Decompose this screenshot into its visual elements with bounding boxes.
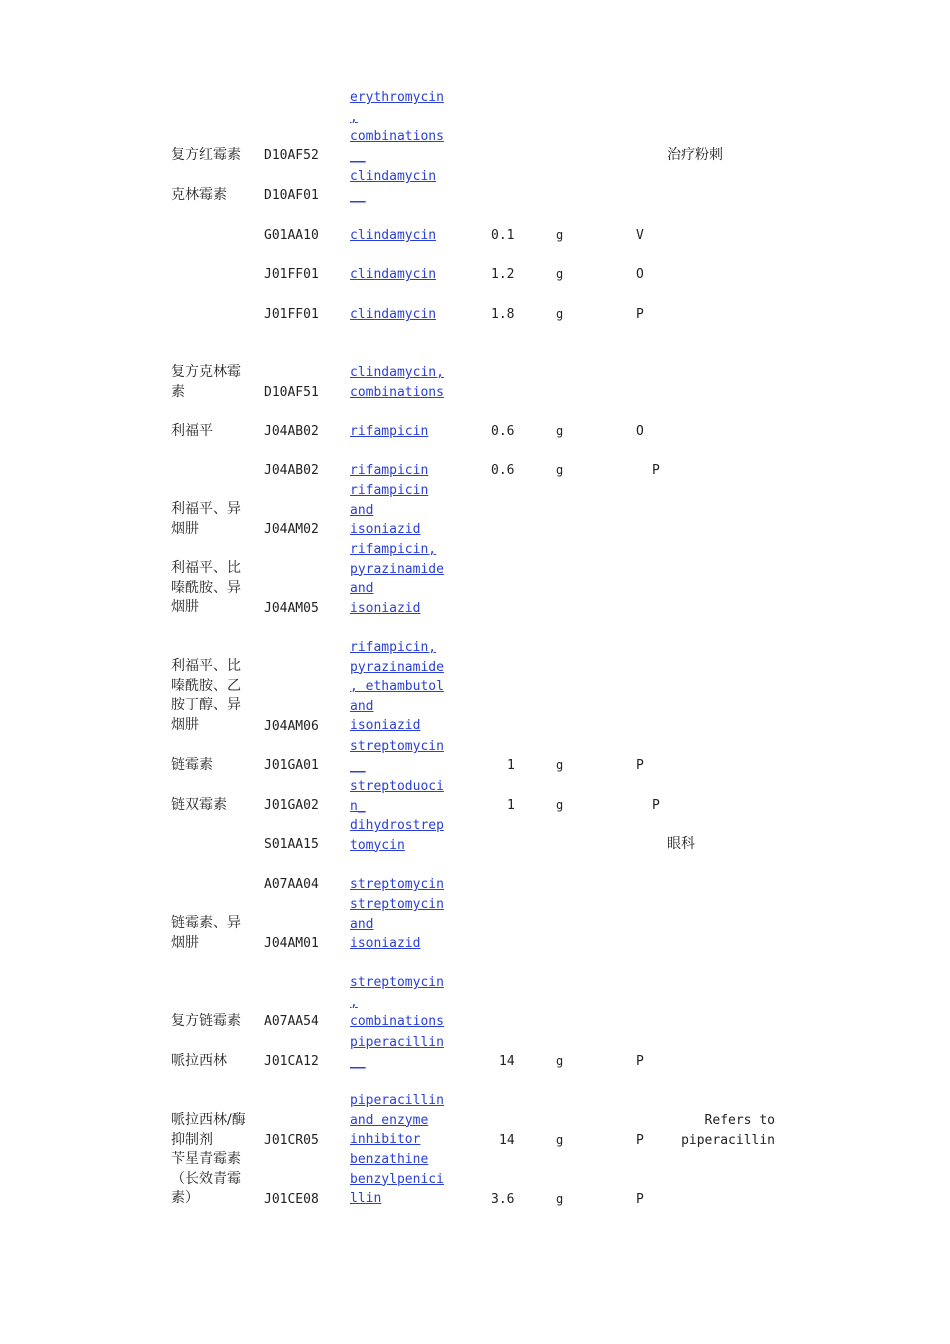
- route: P: [636, 307, 644, 322]
- drug-name: 苄星青霉素 （长效青霉 素）: [171, 1151, 241, 1207]
- drug-link-line[interactable]: clindamycin: [350, 169, 437, 184]
- drug-link-line[interactable]: and: [350, 502, 374, 518]
- remark: 眼科: [667, 836, 695, 852]
- route: P: [652, 463, 660, 478]
- atc-code: J01CR05: [264, 1133, 319, 1148]
- atc-code: J01CA12: [264, 1054, 319, 1069]
- drug-link-line[interactable]: n_: [350, 798, 366, 814]
- atc-code: D10AF51: [264, 385, 319, 400]
- ddd-value: 0.6: [491, 424, 515, 439]
- drug-link-streptomycin[interactable]: [350, 737, 444, 776]
- drug-link-line[interactable]: rifampicin,: [350, 640, 437, 655]
- ddd-value: 1: [507, 798, 515, 813]
- ddd-value: 1.2: [491, 267, 515, 282]
- drug-link-piperacillin-enzyme-inhibitor[interactable]: [350, 1091, 444, 1150]
- atc-code: J01FF01: [264, 307, 319, 322]
- ddd-value: 1.8: [491, 307, 515, 322]
- drug-link-line[interactable]: benzylpenici: [350, 1171, 444, 1187]
- drug-name: 哌拉西林: [171, 1053, 227, 1069]
- drug-link-clindamycin[interactable]: [350, 167, 436, 206]
- drug-link-streptomycin-isoniazid[interactable]: [350, 895, 444, 954]
- drug-link-line[interactable]: tomycin: [350, 837, 405, 853]
- ddd-unit: g: [556, 798, 564, 812]
- drug-name: 链霉素: [171, 757, 213, 773]
- atc-code: J01FF01: [264, 267, 319, 282]
- atc-code: G01AA10: [264, 228, 319, 243]
- ddd-unit: g: [556, 1133, 564, 1147]
- drug-link-clindamycin[interactable]: clindamycin: [350, 228, 437, 243]
- drug-link-streptoduocin[interactable]: [350, 777, 444, 816]
- route: O: [636, 424, 644, 439]
- ddd-value: 0.1: [491, 228, 515, 243]
- drug-link-benzathine-benzylpenicillin[interactable]: [350, 1150, 444, 1209]
- drug-link-line[interactable]: and: [350, 698, 374, 714]
- drug-name: 利福平、比 嗪酰胺、异 烟肼: [171, 560, 241, 616]
- atc-code: J04AM06: [264, 719, 319, 734]
- ddd-value: 3.6: [491, 1192, 515, 1207]
- atc-code: J01GA02: [264, 798, 319, 813]
- drug-link-line[interactable]: and: [350, 581, 374, 597]
- atc-code: A07AA04: [264, 877, 319, 892]
- drug-link-streptomycin[interactable]: streptomycin: [350, 877, 444, 892]
- atc-code: J04AM01: [264, 936, 319, 951]
- drug-link-line[interactable]: combinations: [350, 1014, 444, 1030]
- drug-link-rifampicin-pyrazinamide-isoniazid[interactable]: [350, 540, 444, 618]
- drug-link-line[interactable]: isoniazid: [350, 718, 421, 734]
- drug-link-line[interactable]: erythromycin: [350, 90, 444, 105]
- route: P: [636, 1054, 644, 1069]
- drug-link-rifampicin-pyrazinamide-ethambutol-isoniazid[interactable]: [350, 638, 444, 736]
- route: V: [636, 228, 644, 243]
- drug-name: 链霉素、异 烟肼: [171, 915, 241, 951]
- drug-link-line[interactable]: pyrazinamide: [350, 561, 444, 577]
- drug-link-erythromycin[interactable]: [350, 88, 444, 166]
- drug-name: 利福平、异 烟肼: [171, 501, 241, 537]
- route: O: [636, 267, 644, 282]
- drug-link-clindamycin[interactable]: clindamycin: [350, 267, 437, 282]
- drug-link-clindamycin[interactable]: clindamycin: [350, 307, 437, 322]
- drug-name: 哌拉西林/酶 抑制剂: [171, 1112, 246, 1148]
- drug-link-line[interactable]: dihydrostrep: [350, 818, 444, 833]
- drug-link-line[interactable]: __: [350, 1054, 366, 1070]
- drug-link-line[interactable]: streptoduoci: [350, 779, 444, 794]
- drug-link-line[interactable]: isoniazid: [350, 522, 421, 538]
- drug-link-line[interactable]: __: [350, 758, 366, 774]
- route: P: [636, 758, 644, 773]
- drug-link-line[interactable]: __: [350, 148, 366, 164]
- drug-link-line[interactable]: pyrazinamide: [350, 659, 444, 675]
- drug-link-line[interactable]: streptomycin: [350, 975, 444, 990]
- drug-link-line[interactable]: ,: [350, 109, 358, 125]
- route: P: [636, 1192, 644, 1207]
- drug-link-line[interactable]: piperacillin: [350, 1035, 444, 1050]
- route: P: [636, 1133, 644, 1148]
- atc-code: J04AM05: [264, 601, 319, 616]
- drug-link-line[interactable]: combinations: [350, 129, 444, 145]
- drug-link-streptomycin-combinations[interactable]: [350, 973, 444, 1032]
- drug-link-line[interactable]: benzathine: [350, 1152, 429, 1167]
- drug-name: 链双霉素: [171, 797, 227, 813]
- atc-code: D10AF52: [264, 148, 319, 163]
- drug-name: 复方链霉素: [171, 1013, 241, 1029]
- atc-code: J01GA01: [264, 758, 319, 773]
- ddd-value: 1: [507, 758, 515, 773]
- remark: Refers to piperacillin: [681, 1113, 775, 1148]
- drug-link-line[interactable]: and enzyme: [350, 1112, 429, 1128]
- ddd-value: 14: [499, 1054, 515, 1069]
- atc-code: J04AB02: [264, 463, 319, 478]
- drug-link-rifampicin-isoniazid[interactable]: [350, 481, 428, 540]
- drug-link-line[interactable]: , ethambutol: [350, 679, 444, 695]
- drug-link-line[interactable]: and: [350, 916, 374, 932]
- ddd-unit: g: [556, 758, 564, 772]
- drug-link-line[interactable]: combinations: [350, 384, 444, 400]
- ddd-unit: g: [556, 424, 564, 438]
- drug-link-line[interactable]: rifampicin: [350, 483, 429, 498]
- ddd-unit: g: [556, 228, 564, 242]
- drug-link-line[interactable]: streptomycin: [350, 739, 444, 754]
- drug-name: 利福平: [171, 423, 213, 439]
- ddd-unit: g: [556, 1054, 564, 1068]
- ddd-value: 14: [499, 1133, 515, 1148]
- drug-link-line[interactable]: piperacillin: [350, 1093, 444, 1108]
- ddd-unit: g: [556, 463, 564, 477]
- ddd-unit: g: [556, 307, 564, 321]
- drug-link-line[interactable]: ,: [350, 994, 358, 1010]
- drug-name: 克林霉素: [171, 187, 227, 203]
- ddd-unit: g: [556, 267, 564, 281]
- drug-link-line[interactable]: inhibitor: [350, 1132, 421, 1148]
- atc-code: S01AA15: [264, 837, 319, 852]
- drug-link-piperacillin[interactable]: [350, 1033, 444, 1072]
- drug-link-line[interactable]: isoniazid: [350, 600, 421, 616]
- atc-code: A07AA54: [264, 1014, 319, 1029]
- remark: 治疗粉刺: [667, 147, 723, 163]
- atc-code: J04AB02: [264, 424, 319, 439]
- atc-code: D10AF01: [264, 188, 319, 203]
- drug-name: 复方红霉素: [171, 147, 241, 163]
- drug-name: 利福平、比 嗪酰胺、乙 胺丁醇、异 烟肼: [171, 658, 241, 733]
- drug-link-line[interactable]: isoniazid: [350, 936, 421, 952]
- drug-link-line[interactable]: clindamycin,: [350, 365, 444, 380]
- drug-link-line[interactable]: llin: [350, 1191, 382, 1207]
- ddd-value: 0.6: [491, 463, 515, 478]
- drug-link-clindamycin-combinations[interactable]: [350, 363, 444, 402]
- atc-code: J01CE08: [264, 1192, 319, 1207]
- route: P: [652, 798, 660, 813]
- drug-link-line[interactable]: streptomycin: [350, 897, 444, 912]
- drug-link-line[interactable]: __: [350, 188, 366, 204]
- drug-name: 复方克林霉 素: [171, 364, 241, 400]
- ddd-unit: g: [556, 1192, 564, 1206]
- atc-code: J04AM02: [264, 522, 319, 537]
- drug-link-line[interactable]: rifampicin,: [350, 542, 437, 557]
- drug-link-rifampicin[interactable]: rifampicin: [350, 463, 429, 478]
- drug-link-dihydrostreptomycin[interactable]: [350, 816, 444, 855]
- drug-link-rifampicin[interactable]: rifampicin: [350, 424, 429, 439]
